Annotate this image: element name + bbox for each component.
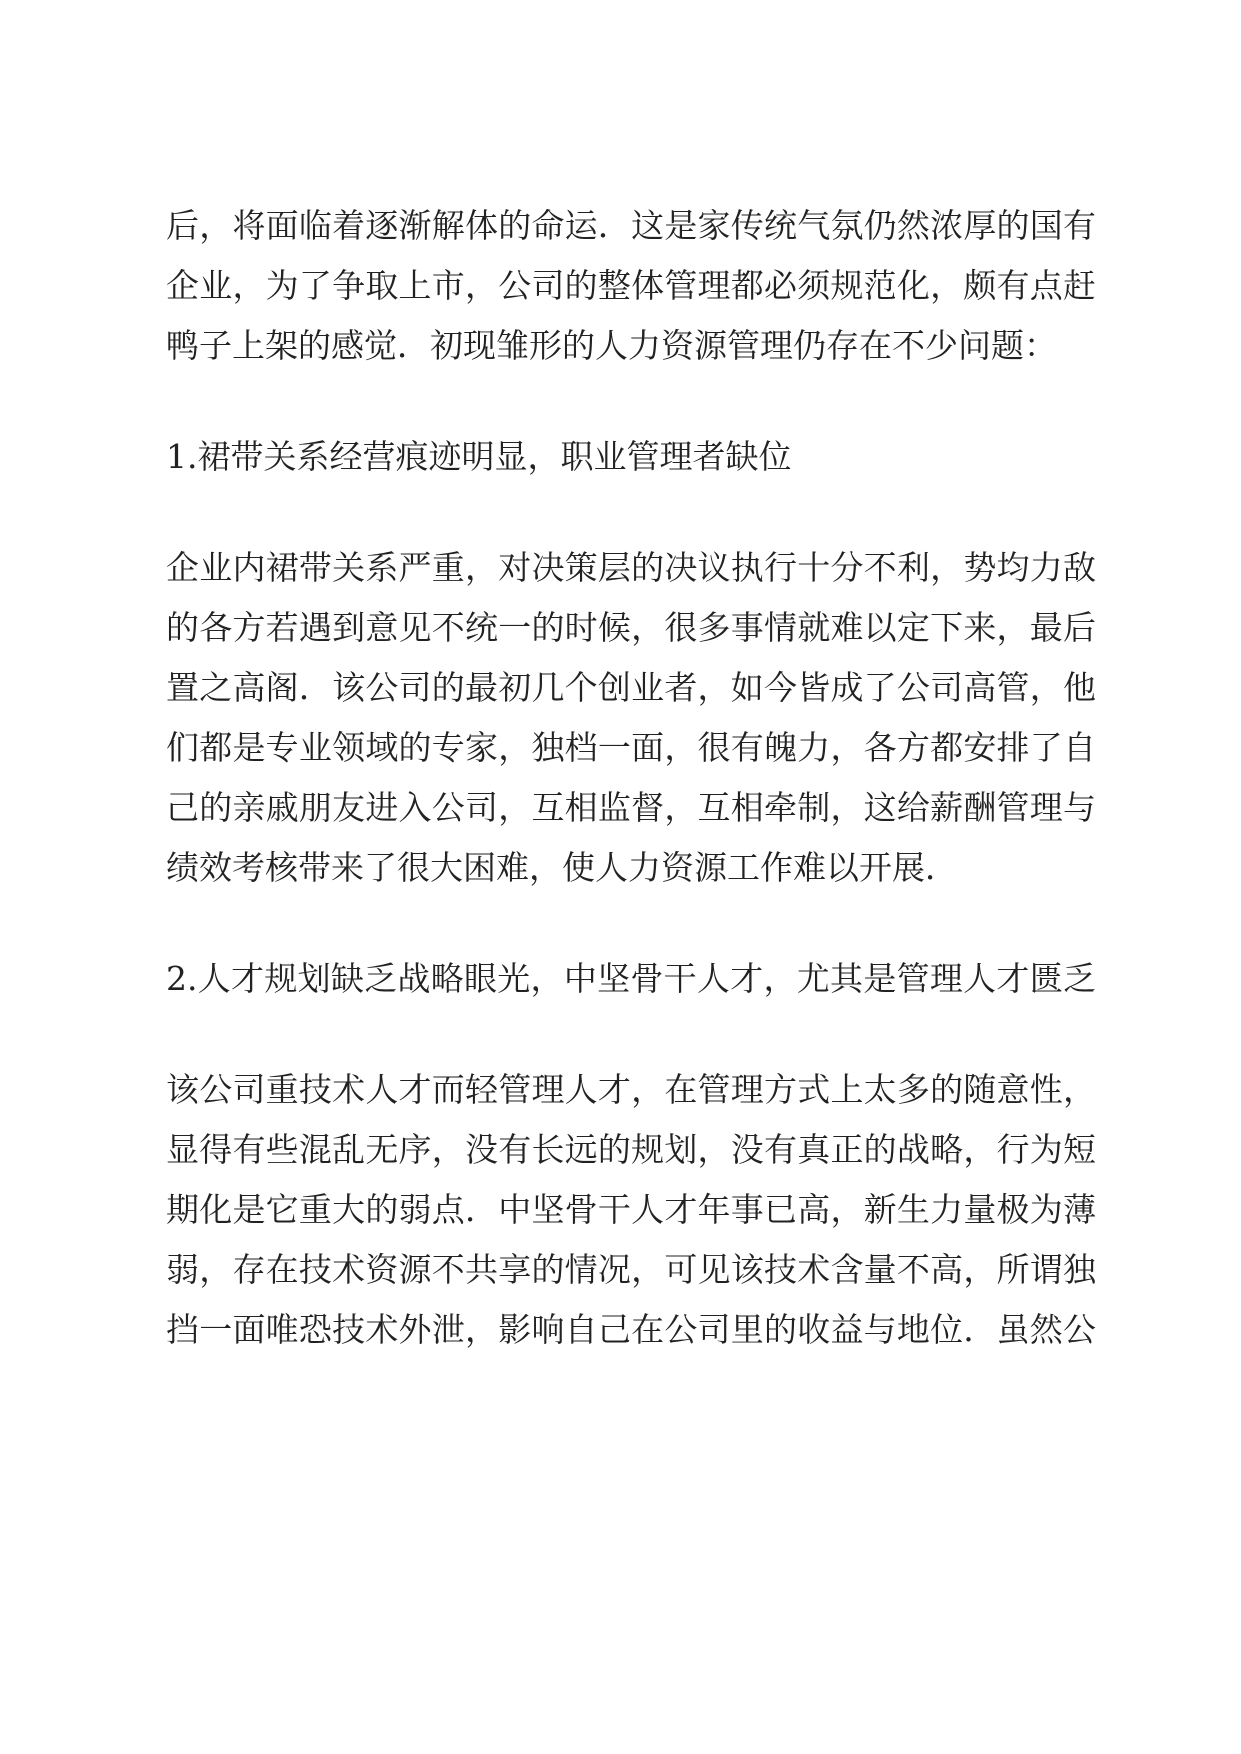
paragraph-2-line-3: 置之高阁．该公司的最初几个创业者，如今皆成了公司高管，他 <box>166 668 1096 707</box>
heading-1: 1.裙带关系经营痕迹明显，职业管理者缺位 <box>166 437 792 476</box>
paragraph-2-line-4: 们都是专业领域的专家，独档一面，很有魄力，各方都安排了自 <box>166 728 1096 767</box>
paragraph-2-line-2: 的各方若遇到意见不统一的时候，很多事情就难以定下来，最后 <box>166 608 1096 647</box>
paragraph-3-line-4: 弱，存在技术资源不共享的情况，可见该技术含量不高，所谓独 <box>166 1250 1096 1289</box>
paragraph-2-line-1: 企业内裙带关系严重，对决策层的决议执行十分不利，势均力敌 <box>166 548 1096 587</box>
paragraph-3-line-1: 该公司重技术人才而轻管理人才，在管理方式上太多的随意性， <box>166 1070 1096 1109</box>
heading-2: 2.人才规划缺乏战略眼光，中坚骨干人才，尤其是管理人才匮乏 <box>166 959 1096 998</box>
paragraph-1-line-1: 后，将面临着逐渐解体的命运．这是家传统气氛仍然浓厚的国有 <box>166 206 1096 245</box>
paragraph-3-line-3: 期化是它重大的弱点．中坚骨干人才年事已高，新生力量极为薄 <box>166 1190 1096 1229</box>
paragraph-3-line-2: 显得有些混乱无序，没有长远的规划，没有真正的战略，行为短 <box>166 1130 1096 1169</box>
paragraph-3-line-5: 挡一面唯恐技术外泄，影响自己在公司里的收益与地位．虽然公 <box>166 1310 1096 1349</box>
paragraph-2-line-5: 己的亲戚朋友进入公司，互相监督，互相牵制，这给薪酬管理与 <box>166 788 1096 827</box>
paragraph-1-line-3: 鸭子上架的感觉．初现雏形的人力资源管理仍存在不少问题： <box>166 326 1057 365</box>
paragraph-1-line-2: 企业，为了争取上市，公司的整体管理都必须规范化，颇有点赶 <box>166 266 1096 305</box>
paragraph-2-line-6: 绩效考核带来了很大困难，使人力资源工作难以开展． <box>166 848 958 887</box>
